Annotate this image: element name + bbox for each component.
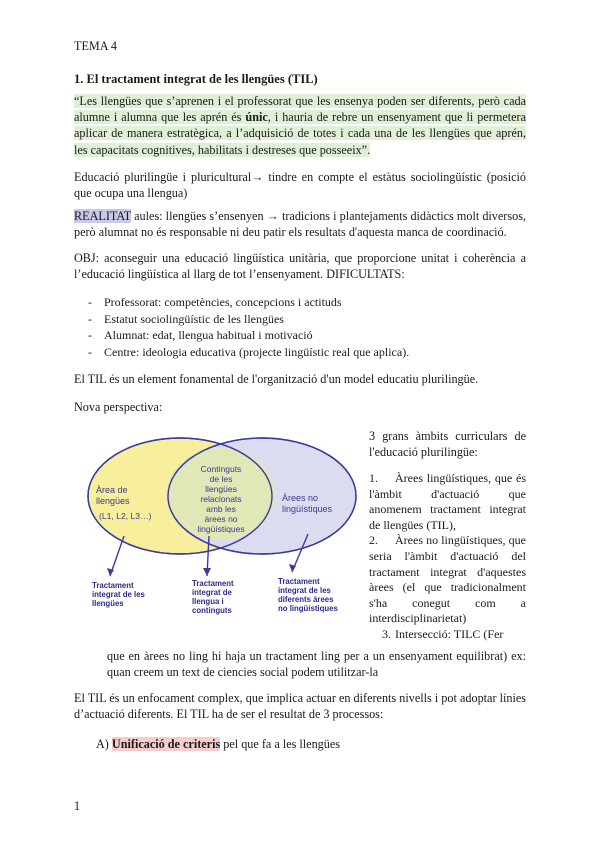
realitat-paragraph [74,208,526,240]
right-title-2: lingüístiques [282,504,333,514]
ambit-number: 3. [382,626,391,641]
enfocament-paragraph: El TIL és un enfocament complex, que implica actuar en diferents nivells i pot adoptar línies d’actuació diferents. El TIL ha de ser el resultat de 3 processos: [74,691,526,721]
ambits-continuation: que en àrees no ling hi haja un tractament ling per a un ensenyament equilibrat) ex: quan creem un text de ciencies social podem utilitzar-la [107,649,526,679]
left-title-2: llengües [96,496,130,506]
ambit-text: Àrees no lingüístiques, que seria l'àmbit d'actuació del tractament integrat d'aquestes àrees (el que tradicionalment s'ha conegut com a interdisciplinarietat) [369,533,526,626]
caption-right-line: Tractament [278,577,320,586]
section-heading: 1. El tractament integrat de les llengües (TIL) [74,72,318,86]
nova-perspectiva: Nova perspectiva: [74,400,163,414]
ambit-number: 1. [369,471,378,485]
til-element-paragraph: El TIL és un element fonamental de l'organització d'un model educatiu plurilingüe. [74,372,479,386]
arrow-head-mid [203,568,211,576]
center-line: amb les [206,504,236,514]
left-title-1: Àrea de [96,485,128,495]
ambit-number: 2. [369,533,378,548]
caption-left-line: integrat de les [92,590,145,599]
list-item: - Alumnat: edat, llengua habitual i motivació [74,327,526,344]
caption-left-line: llengües [92,599,124,608]
obj-paragraph: OBJ: aconseguir una educació lingüística unitària, que proporcione unitat i coherència a l’educació lingüística al llarg de tot l’ensenyament. DIFICULTATS: [74,251,526,281]
list-item: - Professorat: competències, concepcions i actituds [74,294,526,311]
ambit-text: Àrees lingüístiques, que és l'àmbit d'actuació que anomenem tractament integrat de llengües (TIL), [369,471,526,532]
caption-mid-line: continguts [192,606,232,615]
process-item-a [96,736,340,752]
caption-right-line: no lingüístiques [278,604,338,613]
caption-left-line: Tractament [92,581,134,590]
diagram-captions [92,577,338,615]
realitat-tag: REALITAT [74,209,132,223]
ambits-intro: 3 grans àmbits curriculars de l'educació plurilingüe: [369,429,526,459]
quote-part-1: “Les llengües que s’aprenen i el professorat que les ensenya poden ser diferents, però cada alumne i alumna que les aprén és [74,94,526,125]
item-a-bold: Unificació de criteris [111,737,221,751]
quote-bold-word: únic [245,110,268,125]
educacio-paragraph: Educació plurilingüe i pluricultural→ tindre en compte el estàtus sociolingüístic (posició que ocupa una llengua) [74,170,526,200]
list-item [369,627,526,643]
ambit-text: Intersecció: TILC (Fer [395,626,504,641]
caption-right-line: integrat de les [278,586,331,595]
list-item [369,533,526,627]
list-item: - Estatut sociolingüístic de les llengües [74,311,526,328]
venn-diagram [84,418,362,616]
center-line: relacionats [200,494,242,504]
item-a-label: A) [96,737,109,751]
document-header: TEMA 4 [74,39,117,53]
dificultats-list [74,294,526,360]
caption-mid-line: integrat de [192,588,232,597]
center-line: de les [209,474,233,484]
center-line: llengües [205,484,237,494]
center-line: àrees no [204,514,238,524]
right-title-1: Àrees no [282,493,319,503]
center-line: Continguts [200,464,242,474]
caption-mid-line: llengua i [192,597,224,606]
list-item: - Centre: ideologia educativa (projecte lingüístic real que aplica). [74,344,526,361]
caption-mid-line: Tractament [192,579,234,588]
ambits-list [369,471,526,643]
page-number: 1 [74,799,81,813]
list-item [369,471,526,533]
center-line: lingüístiques [197,524,245,534]
quote-paragraph [74,93,526,158]
left-subtitle: (L1, L2, L3…) [99,511,152,521]
item-a-rest: pel que fa a les llengües [220,737,341,751]
quote-part-2: , i hauria de rebre un ensenyament que li permetera aplicar de manera estratègica, a l’adquisició de totes i cada una de les llengües que aprén, les capacitats cognitives, habilitats i destreses que posseeix”. [74,110,527,157]
caption-right-line: diferents àrees [278,595,334,604]
realitat-text: aules: llengües s’ensenyen → tradicions i plantejaments didàctics molt diversos, però alumnat no és responsable ni deu patir els resultats d'aquesta manca de coordinació. [74,209,526,239]
